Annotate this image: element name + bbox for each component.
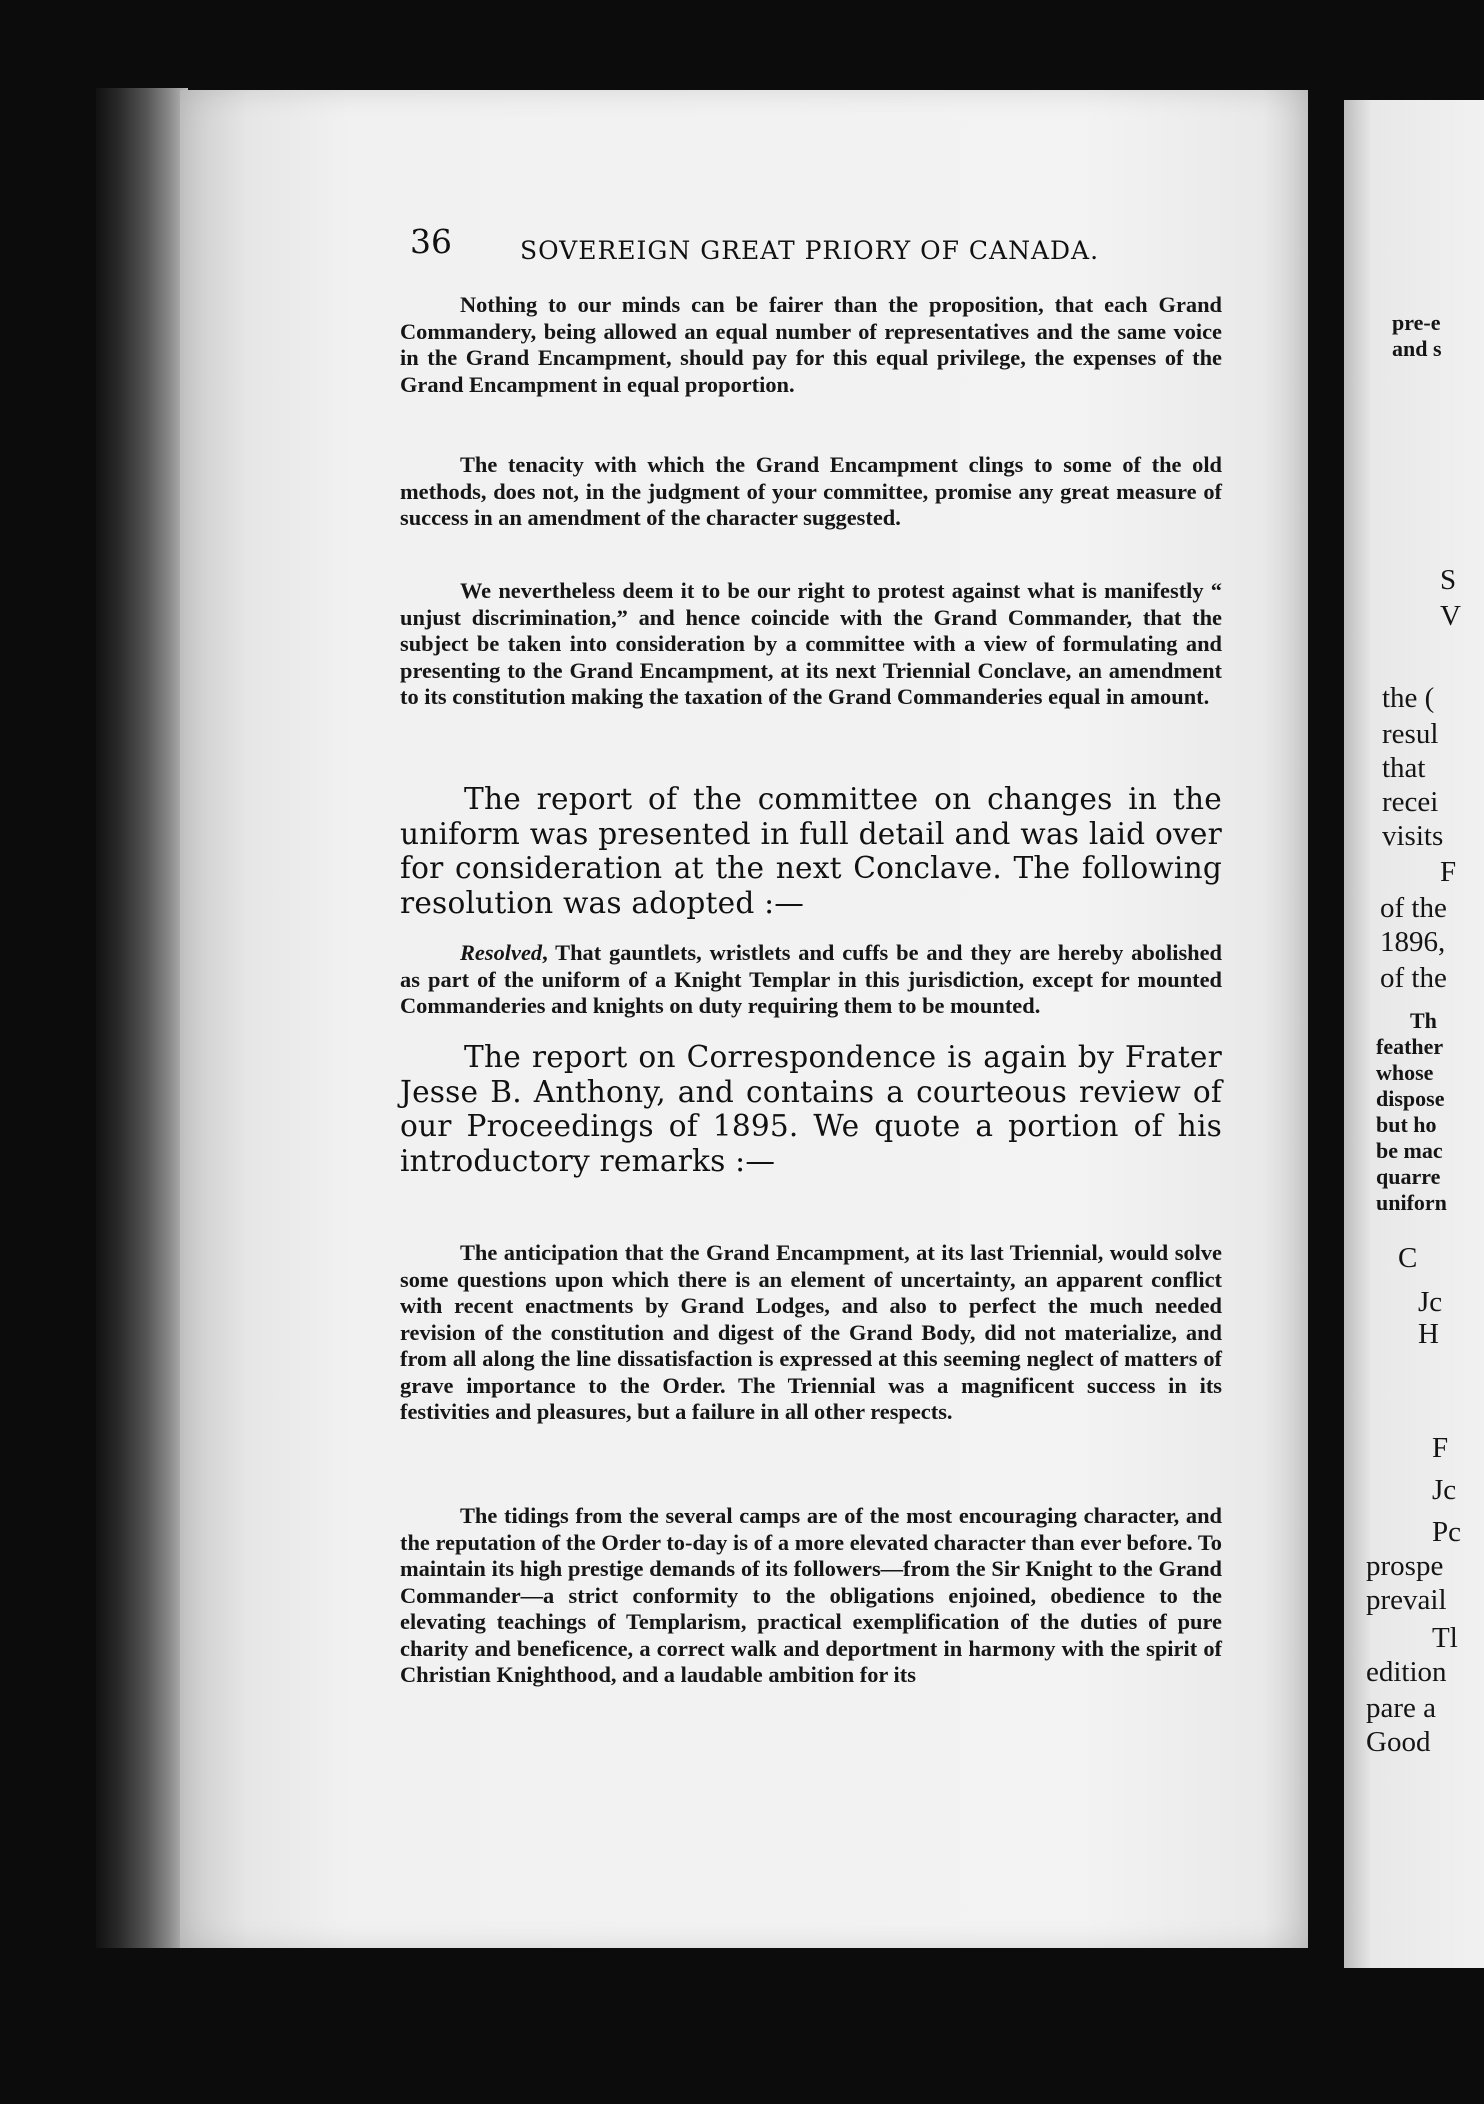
next-page-fragment: 1896, — [1380, 926, 1446, 958]
paragraph-1: Nothing to our minds can be fairer than the proposition, that each Grand Commandery, being allowed an equal number of representatives and the same voice in the Grand Encampment, should pay for this equal privilege, the expenses of the Grand Encampment in equal proportion. — [400, 292, 1222, 397]
next-page-fragment: and s — [1392, 336, 1442, 361]
resolved-lead: Resolved — [460, 940, 543, 965]
paragraph-5 — [400, 940, 1222, 1020]
paragraph-7: The anticipation that the Grand Encampment, at its last Triennial, would solve some questions upon which there is an element of uncertainty, an apparent conflict with recent enactments by Grand Lodges, and also to perfect the much needed revision of the constitution and digest of the Grand Body, did not materialize, and from all along the line dissatisfaction is expressed at this seeming neglect of matters of grave importance to the Order. The Triennial was a magnificent success in its festivities and pleasures, but a failure in all other respects. — [400, 1240, 1222, 1424]
next-page-fragment: resul — [1382, 718, 1439, 750]
next-page-fragment: but ho — [1376, 1112, 1437, 1137]
next-page-fragment: be mac — [1376, 1138, 1443, 1163]
next-page-fragment: F — [1432, 1432, 1449, 1464]
next-page-fragment: whose — [1376, 1060, 1434, 1085]
next-page-fragment: Pc — [1432, 1516, 1461, 1548]
paragraph-6: The report on Correspondence is again by Frater Jesse B. Anthony, and contains a courteous review of our Proceedings of 1895. We quote a portion of his introductory remarks :— — [400, 1040, 1222, 1178]
next-page-fragment: prevail — [1366, 1584, 1447, 1616]
next-page-fragment: of the — [1380, 962, 1447, 994]
next-page-fragment: dispose — [1376, 1086, 1445, 1111]
next-page-fragment: edition — [1366, 1656, 1447, 1688]
running-head: SOVEREIGN GREAT PRIORY OF CANADA. — [520, 236, 1100, 265]
page-number: 36 — [410, 222, 452, 261]
next-page-fragment: pre-e — [1392, 310, 1441, 335]
paragraph-3: We nevertheless deem it to be our right to protest against what is manifestly “ unjust discrimination,” and hence coincide with the Grand Commander, that the subject be taken into consideration by a committee with a view of formulating and presenting to the Grand Encampment, at its next Triennial Conclave, an amendment to its constitution making the taxation of the Grand Commanderies equal in amount. — [400, 578, 1222, 709]
next-page-fragment: uniforn — [1376, 1190, 1447, 1215]
next-page-fragment: prospe — [1366, 1550, 1444, 1582]
next-page-fragment: recei — [1382, 786, 1439, 818]
paragraph-8: The tidings from the several camps are of the most encouraging character, and the reputation of the Order to-day is of a more elevated character than ever before. To maintain its high prestige demands of its followers—from the Sir Knight to the Grand Commander—a strict conformity to the obligations enjoined, obedience to the elevating teachings of Templarism, practical exemplification of the duties of pure charity and beneficence, a correct walk and deportment in harmony with the spirit of Christian Knighthood, and a laudable ambition for its — [400, 1503, 1222, 1687]
next-page-fragment: Good — [1366, 1726, 1431, 1758]
next-page-fragment: of the — [1380, 892, 1447, 924]
next-page-fragment: F — [1440, 856, 1457, 888]
next-page-fragment: visits — [1382, 820, 1444, 852]
next-page-fragment: Tl — [1432, 1622, 1458, 1654]
next-page-fragment: Jc — [1418, 1286, 1443, 1318]
next-page-fragment: Th — [1410, 1008, 1437, 1033]
next-page-fragment: C — [1398, 1242, 1418, 1274]
next-page-fragment: Jc — [1432, 1474, 1457, 1506]
next-page-fragment: V — [1440, 600, 1461, 632]
next-page-fragment: that — [1382, 752, 1426, 784]
next-page-fragment: quarre — [1376, 1164, 1441, 1189]
next-page-fragment: feather — [1376, 1034, 1444, 1059]
paragraph-4: The report of the committee on changes in the uniform was presented in full detail and was laid over for consideration at the next Conclave. The following resolution was adopted :— — [400, 782, 1222, 920]
next-page-fragment: pare a — [1366, 1692, 1437, 1724]
next-page-fragment: the ( — [1382, 682, 1435, 714]
next-page-fragment: S — [1440, 564, 1457, 596]
binding-gutter — [96, 88, 188, 1948]
paragraph-2: The tenacity with which the Grand Encampment clings to some of the old methods, does not, in the judgment of your committee, promise any great measure of success in an amendment of the character suggested. — [400, 452, 1222, 530]
resolution-text: , That gauntlets, wristlets and cuffs be and they are hereby abolished as part of the uniform of a Knight Templar in this jurisdiction, except for mounted Commanderies and knights on duty requiring them to be mounted. — [400, 940, 1222, 1018]
next-page-fragment: H — [1418, 1318, 1439, 1350]
